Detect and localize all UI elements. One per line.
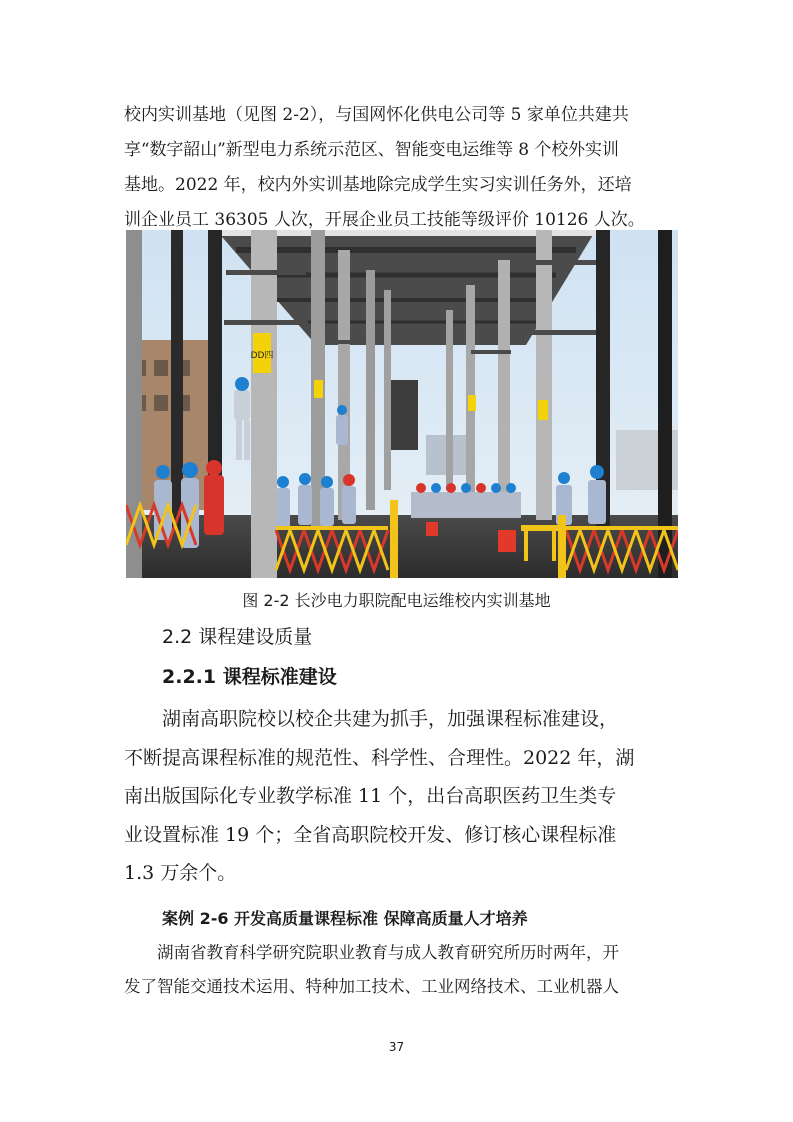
text-line: 1.3 万余个。 [124, 862, 237, 884]
text-line: 湖南高职院校以校企共建为抓手，加强课程标准建设， [162, 708, 619, 730]
paragraph-case [124, 936, 672, 1004]
text-line: 南出版国际化专业教学标准 11 个，出台高职医药卫生类专 [124, 785, 617, 807]
training-base-photo [126, 230, 678, 578]
text-line: 基地。2022 年，校内外实训基地除完成学生实习实训任务外，还培 [124, 175, 632, 195]
text-line: 享“数字韶山”新型电力系统示范区、智能变电运维等 8 个校外实训 [124, 140, 619, 160]
text-line: 湖南省教育科学研究院职业教育与成人教育研究所历时两年，开 [157, 943, 619, 962]
paragraph-course-standards [124, 700, 672, 893]
paragraph-training-bases [124, 98, 670, 238]
text-line: 不断提高课程标准的规范性、科学性、合理性。2022 年，湖 [124, 746, 635, 769]
text-line: 训企业员工 36305 人次，开展企业员工技能等级评价 10126 人次。 [124, 210, 645, 230]
case-title: 案例 2-6 开发高质量课程标准 保障高质量人才培养 [162, 909, 528, 928]
pole-sign-text: DD四 [250, 351, 274, 361]
text-line: 校内实训基地（见图 2-2），与国网怀化供电公司等 5 家单位共建共 [124, 105, 629, 125]
text-line: 发了智能交通技术运用、特种加工技术、工业网络技术、工业机器人 [124, 977, 619, 996]
figure-caption: 图 2-2 长沙电力职院配电运维校内实训基地 [242, 591, 551, 610]
page-number: 37 [388, 1040, 405, 1054]
section-heading: 2.2 课程建设质量 [162, 626, 313, 648]
subsection-heading: 2.2.1 课程标准建设 [162, 666, 337, 688]
text-line: 业设置标准 19 个；全省高职院校开发、修订核心课程标准 [124, 823, 617, 846]
